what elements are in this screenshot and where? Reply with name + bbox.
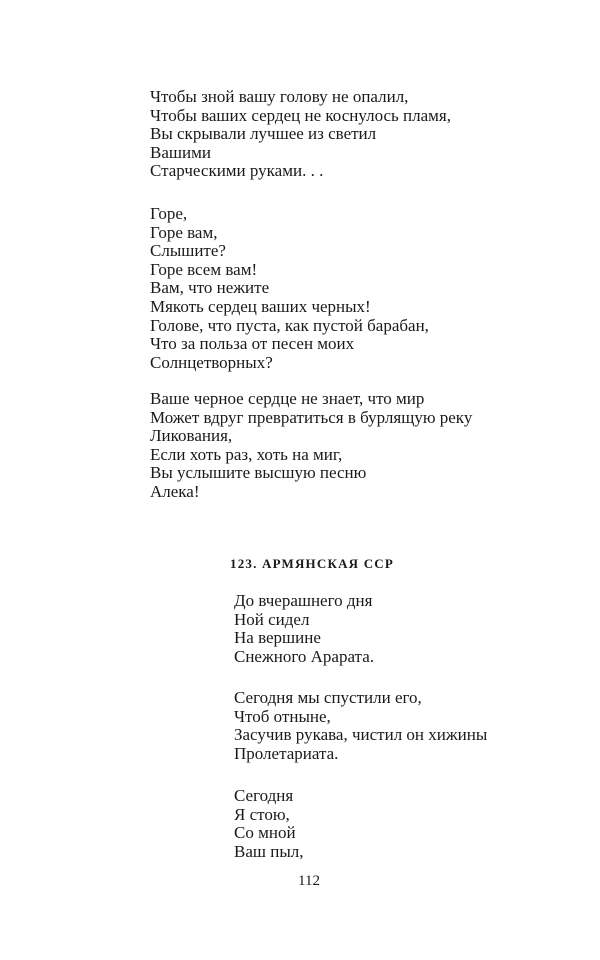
stanza — [234, 689, 487, 763]
verse-line: Мякоть сердец ваших черных! — [150, 296, 371, 316]
verse-line: Ваш пыл, — [234, 841, 304, 861]
verse-line: Солнцетворных? — [150, 352, 273, 372]
stanza — [150, 390, 472, 502]
verse-line: Сегодня мы спустили его, — [234, 688, 422, 707]
verse-line: Может вдруг превратиться в бурлящую реку — [150, 407, 473, 427]
page-number: 112 — [298, 873, 320, 889]
verse-line: Я стою, — [234, 804, 290, 824]
verse-line: Чтобы зной вашу голову не опалил, — [150, 87, 409, 106]
verse-line: Старческими руками. . . — [150, 161, 324, 181]
verse-line: Снежного Арарата. — [234, 646, 374, 666]
verse-line: Алека! — [150, 481, 200, 501]
verse-line: Слышите? — [150, 241, 226, 261]
verse-line: Горе всем вам! — [150, 259, 258, 279]
verse-line: Засучив рукава, чистил он хижины — [234, 725, 488, 745]
verse-line: Вам, что нежите — [150, 278, 270, 298]
verse-line: Если хоть раз, хоть на миг, — [150, 444, 343, 464]
stanza — [234, 592, 374, 666]
verse-line: Что за польза от песен моих — [150, 334, 355, 354]
verse-line: Чтоб отныне, — [234, 706, 331, 726]
verse-line: Вы скрывали лучшее из светил — [150, 124, 377, 144]
verse-line: Горе вам, — [150, 222, 218, 242]
stanza — [150, 88, 451, 181]
verse-line: Ликования, — [150, 426, 233, 446]
verse-line: Ваше черное сердце не знает, что мир — [150, 389, 425, 408]
verse-line: До вчерашнего дня — [234, 591, 373, 610]
stanza — [150, 205, 429, 372]
verse-line: Чтобы ваших сердец не коснулось пламя, — [150, 105, 451, 125]
verse-line: Сегодня — [234, 786, 294, 805]
verse-line: Вашими — [150, 142, 211, 162]
poem-title: 123. АРМЯНСКАЯ ССР — [230, 556, 395, 571]
verse-line: На вершине — [234, 628, 321, 648]
verse-line: Со мной — [234, 823, 296, 843]
verse-line: Пролетариата. — [234, 743, 339, 763]
verse-line: Голове, что пуста, как пустой барабан, — [150, 315, 429, 335]
verse-line: Горе, — [150, 204, 188, 223]
verse-line: Вы услышите высшую песню — [150, 463, 367, 483]
verse-line: Ной сидел — [234, 609, 310, 629]
stanza — [234, 787, 303, 861]
